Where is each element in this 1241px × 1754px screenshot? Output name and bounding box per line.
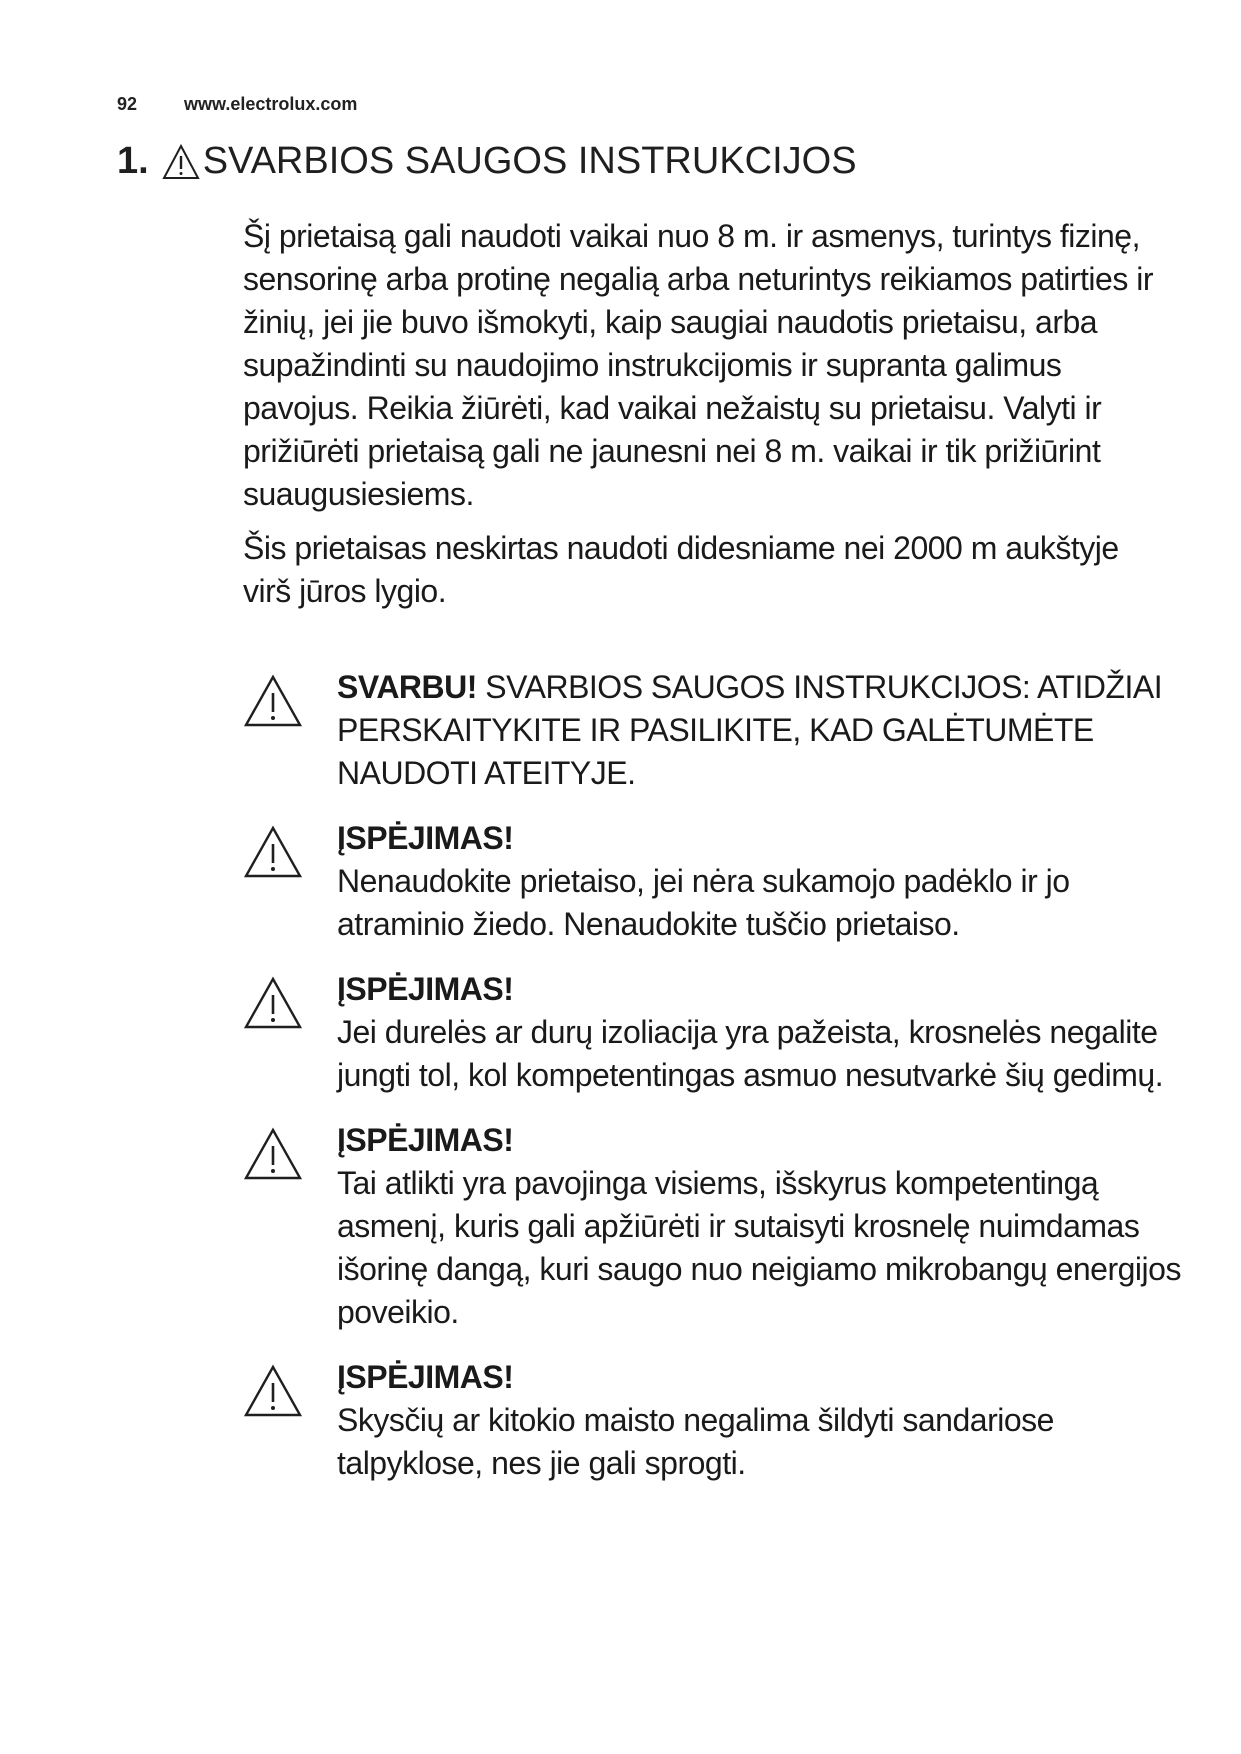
warning-heading: ĮSPĖJIMAS! xyxy=(337,1359,514,1395)
warning-item xyxy=(243,968,1183,1097)
warning-text: SVARBIOS SAUGOS INSTRUKCIJOS: ATIDŽIAI PERSKAITYKITE IR PASILIKITE, KAD GALĖTUMĖTE NAUDOTI ATEITYJE. xyxy=(337,669,1163,791)
warning-heading: ĮSPĖJIMAS! xyxy=(337,820,514,856)
warning-text: Tai atlikti yra pavojinga visiems, išskyrus kompetentingą asmenį, kuris gali apžiūrėti ir sutaisyti krosnelę nuimdamas išorinę dangą, kuri saugo nuo neigiamo mikrobangų energijos poveikio. xyxy=(337,1165,1181,1330)
warning-triangle-icon xyxy=(243,976,303,1030)
warning-text: Nenaudokite prietaiso, jei nėra sukamojo padėklo ir jo atraminio žiedo. Nenaudokite tuščio prietaiso. xyxy=(337,863,1070,942)
warning-triangle-icon xyxy=(243,825,303,879)
warning-item xyxy=(243,1119,1183,1334)
section-number: 1. xyxy=(117,140,149,182)
warning-triangle-icon xyxy=(243,1364,303,1418)
warning-item xyxy=(243,817,1183,946)
section-title xyxy=(117,140,857,183)
page-header xyxy=(117,94,357,115)
warning-text: Jei durelės ar durų izoliacija yra pažeista, krosnelės negalite jungti tol, kol kompetentingas asmuo nesutvarkė šių gedimų. xyxy=(337,1014,1164,1093)
warning-triangle-icon xyxy=(243,674,303,728)
website-url[interactable]: www.electrolux.com xyxy=(184,94,358,114)
page-number: 92 xyxy=(117,94,138,114)
warning-heading: ĮSPĖJIMAS! xyxy=(337,1122,514,1158)
warning-heading: SVARBU! xyxy=(337,669,477,705)
warning-item xyxy=(243,666,1183,795)
warning-triangle-icon xyxy=(243,1127,303,1181)
warnings-list xyxy=(243,666,1183,1507)
intro-paragraph-2: Šis prietaisas neskirtas naudoti didesniame nei 2000 m aukštyje virš jūros lygio. xyxy=(243,530,1119,609)
section-title-text: SVARBIOS SAUGOS INSTRUKCIJOS xyxy=(202,140,857,182)
warning-triangle-icon xyxy=(161,143,201,181)
warning-text: Skysčių ar kitokio maisto negalima šildyti sandariose talpyklose, nes jie gali sprogti. xyxy=(337,1402,1054,1481)
intro-text xyxy=(243,215,1163,624)
warning-item xyxy=(243,1356,1183,1485)
intro-paragraph-1: Šį prietaisą gali naudoti vaikai nuo 8 m. ir asmenys, turintys fizinę, sensorinę arba protinę negalią arba neturintys reikiamos patirties ir žinių, jei jie buvo išmokyti, kaip saugiai naudotis prietaisu, arba supažindinti su naudojimo instrukcijomis ir supranta galimus pavojus. Reikia žiūrėti, kad vaikai nežaistų su prietaisu. Valyti ir prižiūrėti prietaisą gali ne jaunesni nei 8 m. vaikai ir tik prižiūrint suaugusiesiems. xyxy=(243,218,1153,512)
warning-heading: ĮSPĖJIMAS! xyxy=(337,971,514,1007)
